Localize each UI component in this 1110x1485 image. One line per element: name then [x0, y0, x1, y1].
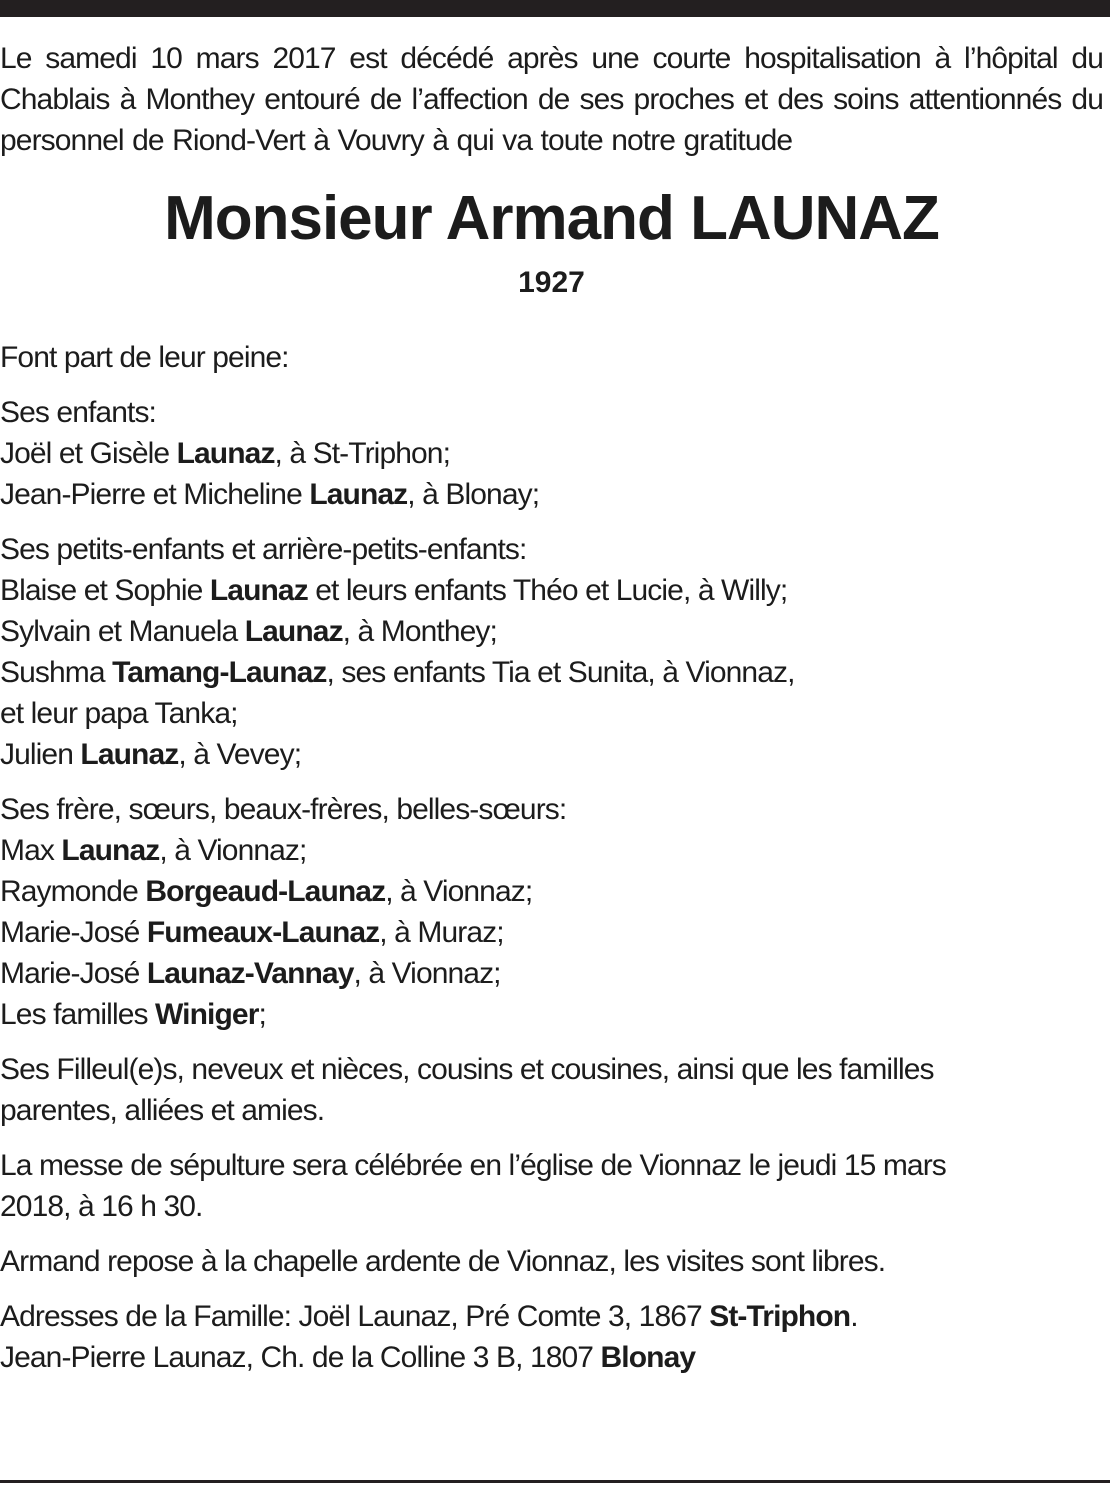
- obituary-notice: [0, 38, 1103, 1378]
- deceased-name: Monsieur Armand LAUNAZ: [164, 184, 939, 253]
- list-item: Raymonde Borgeaud-Launaz, à Vionnaz;: [0, 875, 533, 908]
- list-item: Joël et Gisèle Launaz, à St-Triphon;: [0, 437, 451, 470]
- list-item: Sushma Tamang-Launaz, ses enfants Tia et Sunita, à Vionnaz,: [0, 656, 795, 689]
- list-item: Sylvain et Manuela Launaz, à Monthey;: [0, 615, 497, 648]
- chapel-paragraph: Armand repose à la chapelle ardente de Vionnaz, les visites sont libres.: [0, 1245, 886, 1278]
- font-part-line: Font part de leur peine:: [0, 341, 289, 374]
- siblings-section: [0, 789, 1103, 1035]
- address-line: Jean-Pierre Launaz, Ch. de la Colline 3 B, 1807 Blonay: [0, 1341, 696, 1374]
- family-addresses: [0, 1296, 1103, 1378]
- grandchildren-section: [0, 529, 1103, 775]
- list-item: Les familles Winiger;: [0, 998, 266, 1031]
- list-item: Blaise et Sophie Launaz et leurs enfants Théo et Lucie, à Willy;: [0, 574, 788, 607]
- list-item: Marie-José Launaz-Vannay, à Vionnaz;: [0, 957, 501, 990]
- list-item: Max Launaz, à Vionnaz;: [0, 834, 307, 867]
- address-line: Adresses de la Famille: Joël Launaz, Pré Comte 3, 1867 St-Triphon.: [0, 1300, 858, 1333]
- birth-year: 1927: [518, 266, 585, 299]
- siblings-heading: Ses frère, sœurs, beaux-frères, belles-sœurs:: [0, 793, 567, 826]
- list-item: Jean-Pierre et Micheline Launaz, à Blonay;: [0, 478, 540, 511]
- children-section: [0, 392, 1103, 515]
- list-item: Marie-José Fumeaux-Launaz, à Muraz;: [0, 916, 504, 949]
- godchildren-paragraph: Ses Filleul(e)s, neveux et nièces, cousins et cousines, ainsi que les familles parentes, alliées et amies.: [0, 1053, 934, 1127]
- intro-paragraph: Le samedi 10 mars 2017 est décédé après une courte hospitalisation à l’hôpital du Chablais à Monthey entouré de l’affection de ses proches et des soins attentionnés du personnel de Riond-Vert à Vouvry à qui va toute notre gratitude: [0, 42, 1103, 157]
- top-border: [0, 0, 1110, 17]
- bottom-border: [0, 1480, 1110, 1483]
- funeral-mass-paragraph: La messe de sépulture sera célébrée en l’église de Vionnaz le jeudi 15 mars 2018, à 16 h 30.: [0, 1149, 946, 1223]
- children-heading: Ses enfants:: [0, 396, 156, 429]
- list-item: Julien Launaz, à Vevey;: [0, 738, 302, 771]
- list-item: et leur papa Tanka;: [0, 697, 238, 730]
- grandchildren-heading: Ses petits-enfants et arrière-petits-enfants:: [0, 533, 527, 566]
